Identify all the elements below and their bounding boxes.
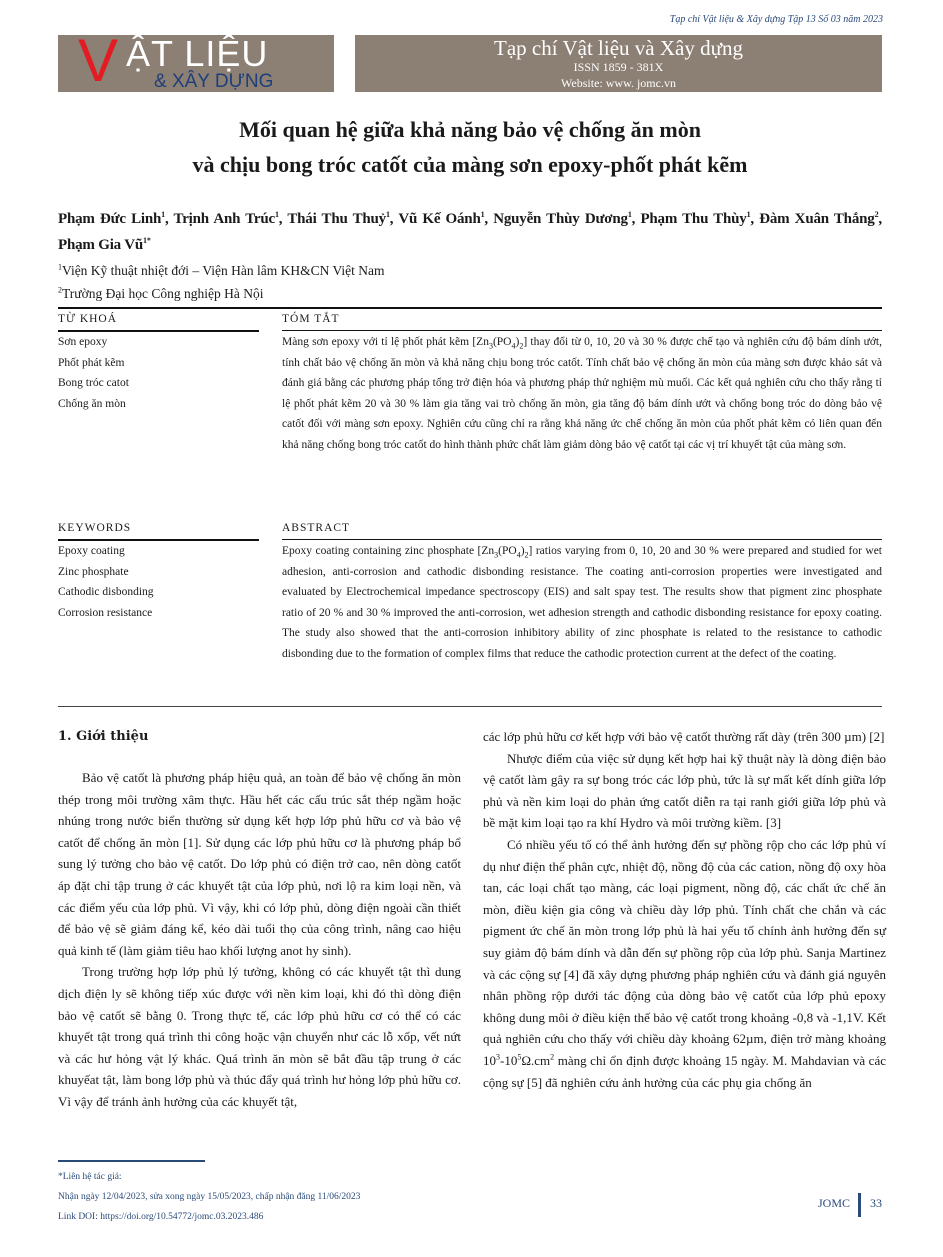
keyword: Epoxy coating xyxy=(58,545,125,557)
keywords-heading-vi: TỪ KHOÁ xyxy=(58,313,118,325)
journal-info-box xyxy=(355,35,882,92)
subscript: 3 xyxy=(488,341,493,351)
journal-issn: ISSN 1859 - 381X xyxy=(573,60,664,74)
author: Trịnh Anh Trúc xyxy=(173,211,275,227)
paragraph: Bảo vệ catốt là phương pháp hiệu quả, an toàn để bảo vệ chống ăn mòn thép trong môi trường xâm thực. Hầu hết các cấu trúc sắt thép ngầm hoặc nhúng trong nước biển thường sử dụng kết hợp lớp phủ hữu cơ và bảo vệ catốt để chống ăn mòn [1]. Sử dụng các lớp phủ hữu cơ là phương pháp bổ sung lý tưởng cho bảo vệ catốt. Do lớp phủ có điện trở cao, nên dòng catốt áp đặt chỉ tập trung ở các khuyết tật của lớp phủ, nơi lộ ra kim loại nền, và các điểm yếu của lớp phủ. Vì vậy, khi có lớp phủ, dòng điện ngoài cần thiết để bảo vệ sẽ giảm đáng kể, kéo dài tuổi thọ của công trình, nâng cao hiệu quả kinh tế (làm giảm tiêu hao khối lượng anot hy sinh). xyxy=(58,770,461,958)
keyword: Phốt phát kẽm xyxy=(58,356,125,369)
author: Thái Thu Thuỷ xyxy=(287,211,386,227)
aff-sup: 1 xyxy=(58,262,62,272)
keyword: Cathodic disbonding xyxy=(58,586,154,599)
abstract-vi xyxy=(282,332,882,456)
affiliation-2 xyxy=(58,285,263,303)
keyword: Zinc phosphate xyxy=(58,565,129,578)
author: Phạm Đức Linh xyxy=(58,211,162,227)
divider xyxy=(58,307,882,309)
title-line-2: và chịu bong tróc catốt của màng sơn epoxy-phốt phát kẽm xyxy=(192,152,748,177)
journal-logo xyxy=(58,27,334,94)
journal-website: Website: www. jomc.vn xyxy=(561,76,676,90)
running-header: Tạp chí Vật liệu & Xây dựng Tập 13 Số 03 năm 2023 xyxy=(669,14,883,25)
aff-text: Viện Kỹ thuật nhiệt đới – Viện Hàn lâm KH&CN Việt Nam xyxy=(62,263,385,278)
abstract-text: ] ratios varying from 0, 10, 20 and 30 % were prepared and studied for wet adhesion, anti-corrosion and cathodic disbonding resistance. The coating anti-corrosion properties were investigated and evaluated by Electrochemical impedance spectroscopy (EIS) and salt spay test. The results show that pigment zinc phosphate ratio of 20 % and 30 % improved the anti-corrosion, wet adhesion strength and cathodic disbonding resistance for epoxy coating. The study also showed that the anti-corrosion inhibitory ability of zinc phosphate is related to the resistance to cathodic disbonding due to the formation of complex films that reduce the cathodic protection current at the defect of the coating. xyxy=(282,545,882,660)
paragraph-text: màng chỉ ổn định được khoảng 15 ngày. M. Mahdavian và các cộng sự [5] đã nghiên cứu ảnh hưởng của các phụ gia chống ăn xyxy=(483,1052,886,1090)
paragraph: Nhược điểm của việc sử dụng kết hợp hai kỹ thuật này là dòng điện bảo vệ catốt làm gây ra sự bong tróc các lớp phủ, tức là sự mất kết dính giữa lớp phủ và nền kim loại do phản ứng catốt diễn ra tại ranh giới giữa lớp phủ và bề mặt kim loại tạo ra khí Hydro và môi trường kiềm. [3] xyxy=(483,750,886,831)
abstract-text: ) xyxy=(515,336,520,348)
abstract-text: ) xyxy=(520,545,525,557)
journal-name: Tạp chí Vật liệu và Xây dựng xyxy=(494,36,743,60)
page-number: 33 xyxy=(870,1196,882,1210)
paragraph-text: -10 xyxy=(500,1052,518,1068)
author: Phạm Gia Vũ xyxy=(58,237,144,253)
paragraph: Trong trường hợp lớp phủ lý tưởng, không có các khuyết tật thì dung dịch điện ly sẽ không tiếp xúc được với nền kim loại, khi đó thì dòng điện bảo vệ catốt sẽ bằng 0. Trong thực tế, các lớp phủ hữu cơ có thể có các khuyết tật trong quá trình thi công hoặc vận chuyển như các lỗ xốp, vết nứt và các hư hỏng vật lý khác. Quá trình ăn mòn sẽ bắt đầu tập trung ở các khuyếat tật, làm bong lớp phủ và thúc đẩy quá trình hư hỏng lớp phủ hữu cơ. Vì vậy để tránh ảnh hưởng của các khuyết tật, xyxy=(58,964,461,1109)
keyword: Corrosion resistance xyxy=(58,606,153,619)
logo-line2: & XÂY DỰNG xyxy=(154,71,274,92)
logo-letter: V xyxy=(78,27,119,94)
footnote-doi[interactable]: Link DOI: https://doi.org/10.54772/jomc.03.2023.486 xyxy=(58,1212,264,1222)
abstract-text: (PO xyxy=(492,336,512,348)
author: Vũ Kế Oánh xyxy=(398,211,481,227)
subscript: 2 xyxy=(524,550,529,560)
author: Đàm Xuân Thắng xyxy=(759,211,875,227)
body-column-left xyxy=(58,767,461,1113)
abstract-heading-en: ABSTRACT xyxy=(282,522,351,534)
page-number-bar xyxy=(858,1193,861,1217)
body-column-right xyxy=(483,726,886,1093)
subscript: 3 xyxy=(494,550,499,560)
keyword-list-vi xyxy=(58,332,129,414)
superscript: 3 xyxy=(496,1052,500,1062)
author-sup: 1 xyxy=(161,210,165,219)
author-sup: 1 xyxy=(746,210,751,219)
abstract-text: Màng sơn epoxy với tỉ lệ phốt phát kẽm [Zn xyxy=(282,336,489,348)
subscript: 2 xyxy=(519,341,524,351)
divider xyxy=(282,330,882,331)
author-sup: 1 xyxy=(274,210,279,219)
logo-line1: ẬT LIỆU xyxy=(126,33,269,74)
keyword: Sơn epoxy xyxy=(58,336,108,348)
superscript: 5 xyxy=(517,1052,522,1062)
divider xyxy=(58,706,882,707)
journal-abbr: JOMC xyxy=(818,1196,851,1210)
subscript: 4 xyxy=(511,341,516,351)
author-list: Phạm Đức Linh$^1$, Trịnh Anh Trúc$^1$, Thái Thu Thuỷ$^1$, Vũ Kế Oánh$^1$, Nguyễn Thùy Dương$^1$, Phạm Thu Thùy$^1$, Đàm Xuân Thắng$^2$, Phạm Gia $Vũ^{1*}$ xyxy=(58,210,882,253)
abstract-text: Epoxy coating containing zinc phosphate [Zn xyxy=(282,545,495,557)
abstract-text: (PO xyxy=(498,545,517,557)
author-sup: 1 xyxy=(385,210,390,219)
author: Phạm Thu Thùy xyxy=(640,211,747,227)
author-sup: 1 xyxy=(627,210,632,219)
paragraph-text: Có nhiều yếu tố có thể ảnh hưởng đến sự phồng rộp cho các lớp phủ ví dụ như điện thế phân cực, nhiệt độ, nồng độ của các cation, nồng độ oxy hòa tan, các loại chất tạo màng, các loại pigment, nồng độ, các chất ức chế ăn mòn, điều kiện gia công và chiều dày lớp phủ. Tính chất che chắn và các pigment ức chế ăn mòn trong lớp phủ là hai yếu tố chính ảnh hưởng đến sự suy giảm độ bám dính và dẫn đến sự phồng rộp của lớp phủ. Sanja Martinez và các cộng sự [4] đã xây dựng phương pháp nghiên cứu và đánh giá nguyên nhân phồng rộp dưới tác động của dòng bảo vệ catốt của lớp phủ epoxy không dung môi ở điều kiện thế bảo vệ catốt trong khoảng -0,8 và -1,1V. Kết quả nghiên cứu cho thấy với chiều dày khoảng 62µm, điện trở màng khoảng 10 xyxy=(483,836,886,1068)
divider xyxy=(282,539,882,540)
footnote-dates: Nhận ngày 12/04/2023, sửa xong ngày 15/05/2023, chấp nhận đăng 11/06/2023 xyxy=(58,1192,361,1202)
author-sup: 1 xyxy=(480,210,485,219)
footnote-divider xyxy=(58,1160,205,1162)
title-line-1: Mối quan hệ giữa khả năng bảo vệ chống ăn mòn xyxy=(239,117,701,142)
superscript: 2 xyxy=(550,1052,555,1062)
article-title xyxy=(58,112,882,182)
keyword: Chống ăn mòn xyxy=(58,397,126,410)
keyword: Bong tróc catot xyxy=(58,377,129,390)
author-sup: 2 xyxy=(874,210,879,219)
paragraph: các lớp phủ hữu cơ kết hợp với bảo vệ catốt thường rất dày (trên 300 µm) [2] xyxy=(483,729,885,744)
footnote-contact: *Liên hệ tác giả: xyxy=(58,1172,122,1182)
aff-sup: 2 xyxy=(58,285,62,295)
paragraph xyxy=(483,834,886,1093)
keyword-list-en xyxy=(58,541,154,623)
section-heading: 1. Giới thiệu xyxy=(58,729,149,744)
affiliation-1 xyxy=(58,262,385,280)
abstract-text: ] thay đổi từ 0, 10, 20 và 30 % được chế tạo và nghiên cứu độ bám dính ướt, tính chất bảo vệ chống ăn mòn và khả năng chịu bong tróc catốt. Tính chất bảo vệ chống ăn mòn của màng sơn được khảo sát và đánh giá bằng các phương pháp tổng trở điện hóa và phương pháp thử nghiệm mù muối. Các kết quả nghiên cứu cho thấy rằng tỉ lệ phốt phát kẽm 20 và 30 % làm gia tăng vai trò chống ăn mòn, gia tăng độ bám dính ướt và chống bong tróc do dòng bảo vệ catốt đối với màng sơn epoxy. Nghiên cứu cũng chỉ ra rằng khả năng ức chế chống ăn mòn của phốt phát kẽm có liên quan đến khả năng chống bong tróc catốt do hình thành phức chất làm giảm dòng bảo vệ catốt tại các vị trí khuyết tật của màng sơn. xyxy=(282,336,883,451)
aff-text: Trường Đại học Công nghiệp Hà Nội xyxy=(62,286,264,301)
author: Nguyễn Thùy Dương xyxy=(493,211,628,227)
subscript: 4 xyxy=(516,550,521,560)
author-sup: 1* xyxy=(143,236,151,245)
abstract-heading-vi: TÓM TẮT xyxy=(282,313,340,325)
abstract-en xyxy=(282,541,882,665)
paragraph-text: Ω.cm xyxy=(521,1052,551,1068)
keywords-heading-en: KEYWORDS xyxy=(58,522,132,534)
